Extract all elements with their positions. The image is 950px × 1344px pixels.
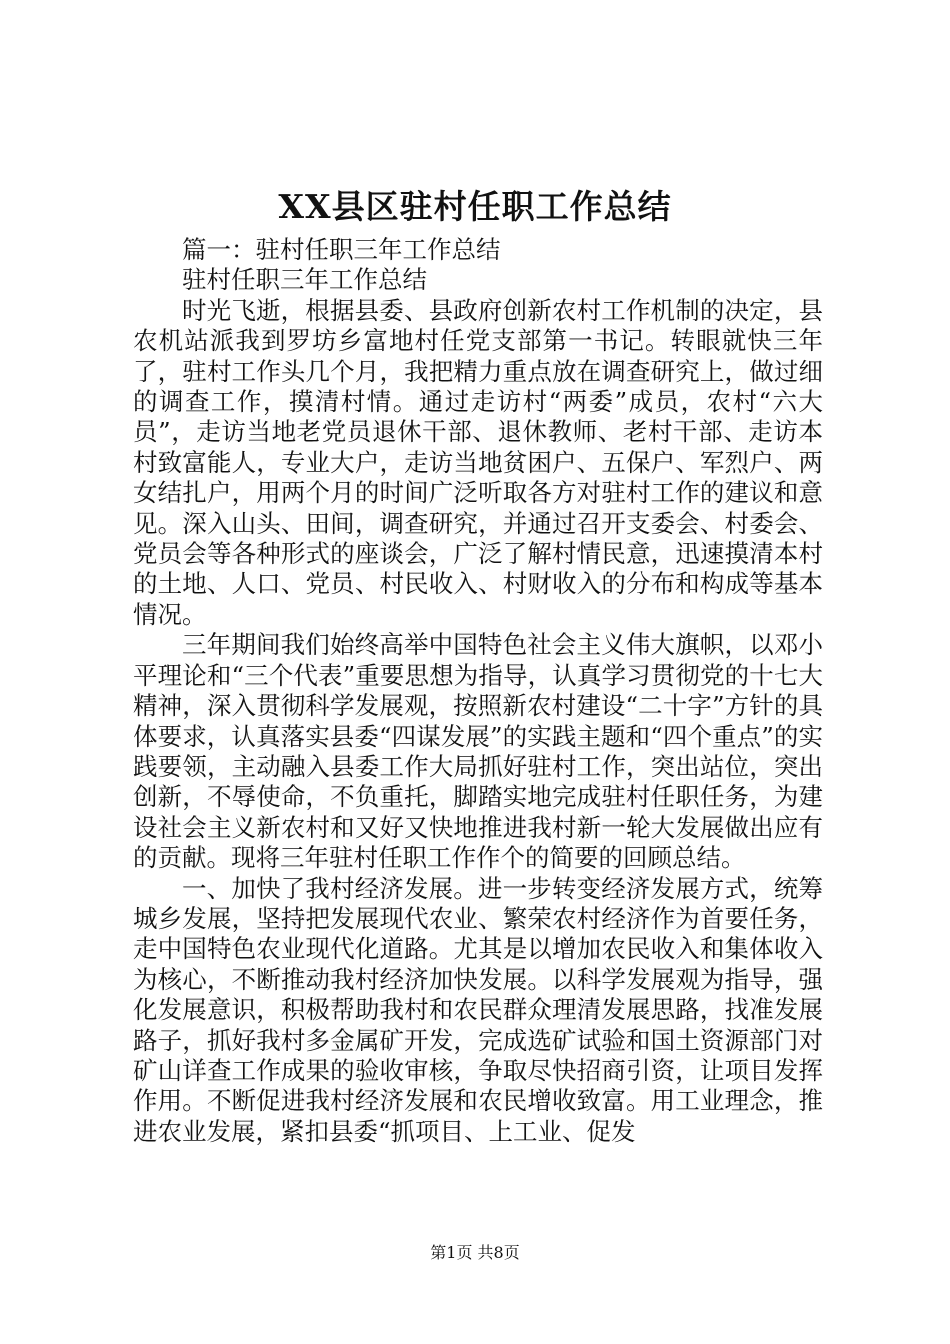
paragraph-intro: 时光飞逝，根据县委、县政府创新农村工作机制的决定，县农机站派我到罗坊乡富地村任党支部第一书记。转眼就快三年了，驻村工作头几个月，我把精力重点放在调查研究上，做过细的调查工作，摸清村情。通过走访村“两委”成员，农村“六大员”，走访当地老党员退休干部、退休教师、老村干部、走访本村致富能人，专业大户，走访当地贫困户、五保户、军烈户、两女结扎户，用两个月的时间广泛听取各方对驻村工作的建议和意见。深入山头、田间，调查研究，并通过召开支委会、村委会、党员会等各种形式的座谈会，广泛了解村情民意，迅速摸清本村的土地、人口、党员、村民收入、村财收入的分布和构成等基本情况。: [133, 295, 823, 629]
paragraph-overview: 三年期间我们始终高举中国特色社会主义伟大旗帜，以邓小平理论和“三个代表”重要思想为指导，认真学习贯彻党的十七大精神，深入贯彻科学发展观，按照新农村建设“二十字”方针的具体要求，认真落实县委“四谋发展”的实践主题和“四个重点”的实践要领，主动融入县委工作大局抓好驻村工作，突出站位，突出创新，不辱使命，不负重托，脚踏实地完成驻村任职任务，为建设社会主义新农村和又好又快地推进我村新一轮大发展做出应有的贡献。现将三年驻村任职工作作个的简要的回顾总结。: [133, 630, 823, 873]
page-number-footer: 第1页 共8页: [430, 1243, 520, 1262]
paragraph-section-heading: 篇一：驻村任职三年工作总结: [182, 235, 501, 264]
document-title: XX县区驻村任职工作总结: [278, 187, 672, 226]
paragraph-subtitle: 驻村任职三年工作总结: [182, 265, 427, 295]
document-body: [133, 235, 823, 1147]
paragraph-economy: 一、加快了我村经济发展。进一步转变经济发展方式，统筹城乡发展，坚持把发展现代农业、繁荣农村经济作为首要任务，走中国特色农业现代化道路。尤其是以增加农民收入和集体收入为核心，不断推动我村经济加快发展。以科学发展观为指导，强化发展意识，积极帮助我村和农民群众理清发展思路，找准发展路子，抓好我村多金属矿开发，完成选矿试验和国土资源部门对矿山详查工作成果的验收审核，争取尽快招商引资，让项目发挥作用。不断促进我村经济发展和农民增收致富。用工业理念，推进农业发展，紧扣县委“抓项目、上工业、促发: [133, 873, 823, 1146]
